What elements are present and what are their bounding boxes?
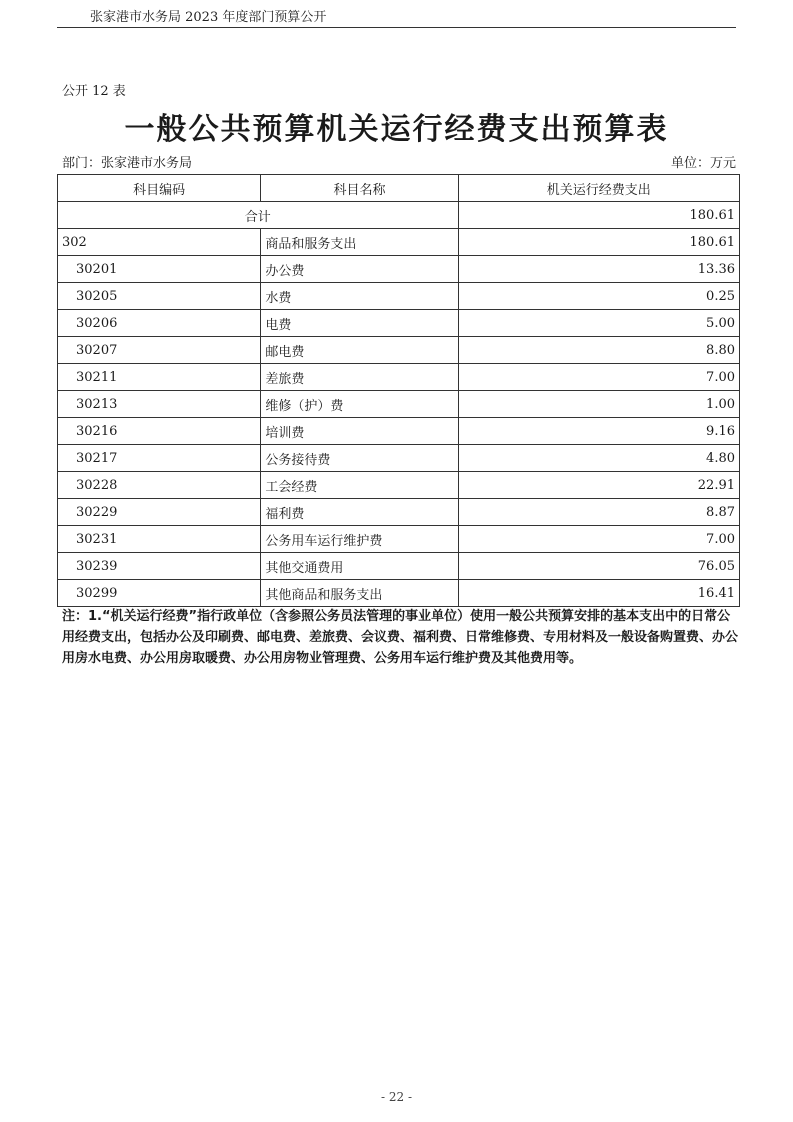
row-code: 30228 [58,472,261,499]
row-code: 30213 [58,391,261,418]
row-value: 4.80 [458,445,739,472]
row-name: 工会经费 [261,472,458,499]
row-code: 30207 [58,337,261,364]
row-name: 维修（护）费 [261,391,458,418]
total-label: 合计 [58,202,459,229]
row-value: 9.16 [458,418,739,445]
row-name: 培训费 [261,418,458,445]
table-row [58,283,740,310]
row-code: 302 [58,229,261,256]
table-row [58,391,740,418]
table-row [58,229,740,256]
total-row [58,202,740,229]
row-value: 8.87 [458,499,739,526]
row-code: 30231 [58,526,261,553]
table-row [58,445,740,472]
table-row [58,364,740,391]
row-value: 76.05 [458,553,739,580]
row-value: 22.91 [458,472,739,499]
table-row [58,256,740,283]
row-value: 16.41 [458,580,739,607]
row-name: 公务用车运行维护费 [261,526,458,553]
table-row [58,580,740,607]
row-code: 30229 [58,499,261,526]
header-rule [57,27,736,28]
row-code: 30211 [58,364,261,391]
total-value: 180.61 [458,202,739,229]
row-value: 1.00 [458,391,739,418]
row-code: 30217 [58,445,261,472]
row-name: 福利费 [261,499,458,526]
column-header-code: 科目编码 [58,175,261,202]
table-row [58,499,740,526]
table-row [58,472,740,499]
row-value: 7.00 [458,364,739,391]
row-code: 30299 [58,580,261,607]
row-name: 水费 [261,283,458,310]
row-name: 邮电费 [261,337,458,364]
row-value: 13.36 [458,256,739,283]
row-code: 30216 [58,418,261,445]
table-row [58,337,740,364]
table-row [58,526,740,553]
row-value: 7.00 [458,526,739,553]
row-code: 30201 [58,256,261,283]
row-name: 商品和服务支出 [261,229,458,256]
row-value: 5.00 [458,310,739,337]
table-note: 注：1.“机关运行经费”指行政单位（含参照公务员法管理的事业单位）使用一般公共预算安排的基本支出中的日常公用经费支出，包括办公及印刷费、邮电费、差旅费、会议费、福利费、日常维修费、专用材料及一般设备购置费、办公用房水电费、办公用房取暖费、办公用房物业管理费、公务用车运行维护费及其他费用等。 [62,609,739,666]
column-header-name: 科目名称 [261,175,458,202]
table-row [58,418,740,445]
row-value: 8.80 [458,337,739,364]
table-number: 公开 12 表 [62,84,126,99]
budget-table [57,174,740,607]
row-name: 其他交通费用 [261,553,458,580]
page-title: 一般公共预算机关运行经费支出预算表 [124,112,669,147]
row-name: 其他商品和服务支出 [261,580,458,607]
table-header-row [58,175,740,202]
department-label: 部门：张家港市水务局 [62,156,193,171]
row-name: 公务接待费 [261,445,458,472]
row-value: 0.25 [458,283,739,310]
table-row [58,553,740,580]
column-header-amount: 机关运行经费支出 [458,175,739,202]
page-number: - 22 - [380,1090,412,1104]
row-code: 30239 [58,553,261,580]
row-name: 办公费 [261,256,458,283]
table-row [58,310,740,337]
row-value: 180.61 [458,229,739,256]
document-header: 张家港市水务局 2023 年度部门预算公开 [90,10,327,25]
unit-label: 单位：万元 [670,156,736,171]
row-name: 差旅费 [261,364,458,391]
row-code: 30206 [58,310,261,337]
row-name: 电费 [261,310,458,337]
row-code: 30205 [58,283,261,310]
